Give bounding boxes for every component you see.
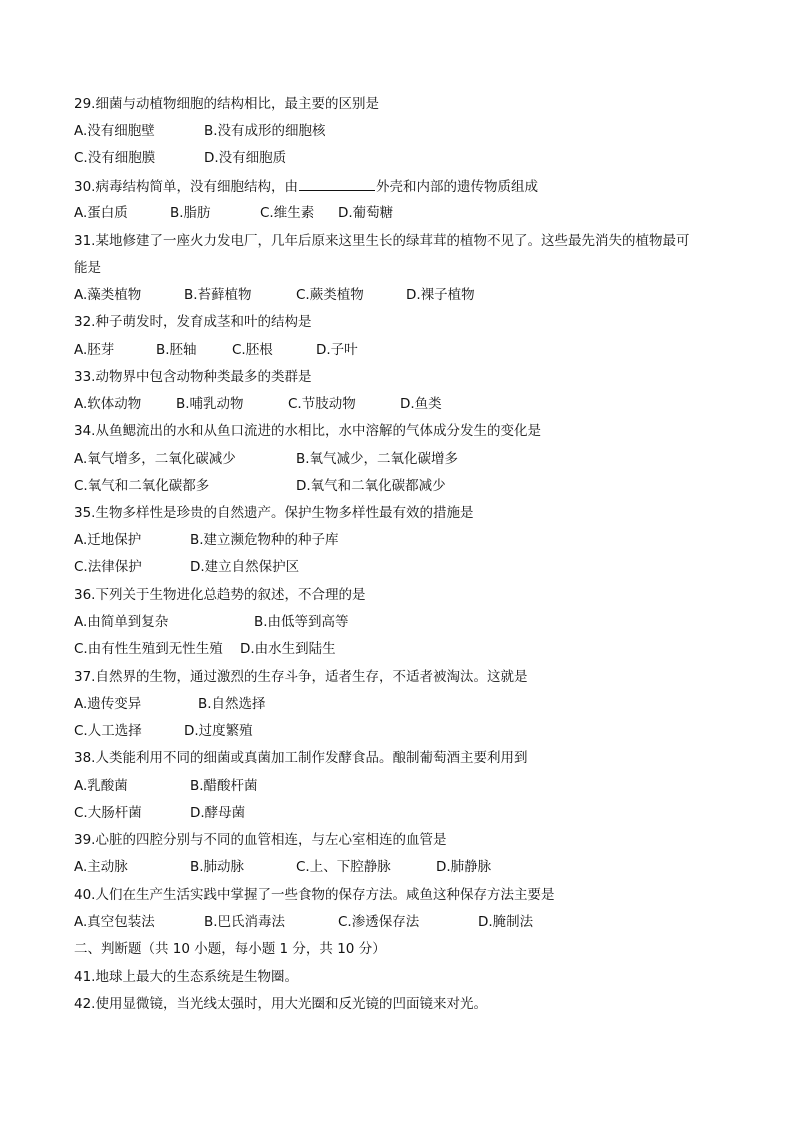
question-stem-cont: 能是 <box>74 260 101 276</box>
question-stem: 38.人类能利用不同的细菌或真菌加工制作发酵食品。酿制葡萄酒主要利用到 <box>74 750 528 766</box>
option-row <box>74 639 734 659</box>
option-b: B.脂肪 <box>170 205 211 221</box>
option-d: D.腌制法 <box>478 914 534 930</box>
option-d: D.肺静脉 <box>436 859 492 875</box>
option-a: A.真空包装法 <box>74 914 155 930</box>
option-b: B.哺乳动物 <box>176 396 244 412</box>
option-row <box>74 530 734 550</box>
answer-blank <box>299 176 375 191</box>
option-a: A.迁地保护 <box>74 532 142 548</box>
option-c: C.氧气和二氧化碳都多 <box>74 478 210 494</box>
option-row <box>74 340 734 360</box>
option-row <box>74 857 734 877</box>
option-row <box>74 776 734 796</box>
option-a: A.主动脉 <box>74 859 128 875</box>
option-a: A.藻类植物 <box>74 287 142 303</box>
option-b: B.没有成形的细胞核 <box>204 123 326 139</box>
option-a: A.没有细胞壁 <box>74 123 155 139</box>
option-a: A.由简单到复杂 <box>74 614 169 630</box>
question-stem-before: 30.病毒结构简单，没有细胞结构，由 <box>74 179 298 195</box>
option-d: D.由水生到陆生 <box>240 641 336 657</box>
option-d: D.裸子植物 <box>406 287 475 303</box>
option-d: D.建立自然保护区 <box>190 559 300 575</box>
option-a: A.蛋白质 <box>74 205 128 221</box>
option-c: C.蕨类植物 <box>296 287 364 303</box>
option-d: D.氧气和二氧化碳都减少 <box>296 478 446 494</box>
option-row <box>74 394 734 414</box>
option-row <box>74 694 734 714</box>
option-row <box>74 557 734 577</box>
option-d: D.葡萄糖 <box>338 205 394 221</box>
option-row <box>74 121 734 141</box>
option-c: C.法律保护 <box>74 559 142 575</box>
option-a: A.乳酸菌 <box>74 778 128 794</box>
option-c: C.胚根 <box>232 342 273 358</box>
option-b: B.氧气减少，二氧化碳增多 <box>296 451 459 467</box>
option-a: A.氧气增多，二氧化碳减少 <box>74 451 236 467</box>
judgment-item: 41.地球上最大的生态系统是生物圈。 <box>74 969 298 985</box>
question-stem: 33.动物界中包含动物种类最多的类群是 <box>74 369 312 385</box>
option-a: A.软体动物 <box>74 396 142 412</box>
option-c: C.由有性生殖到无性生殖 <box>74 641 223 657</box>
option-a: A.遗传变异 <box>74 696 142 712</box>
option-c: C.节肢动物 <box>288 396 356 412</box>
option-row <box>74 612 734 632</box>
question-stem: 31.某地修建了一座火力发电厂，几年后原来这里生长的绿茸茸的植物不见了。这些最先消失的植物最可 <box>74 233 690 249</box>
option-c: C.大肠杆菌 <box>74 805 142 821</box>
option-row <box>74 912 734 932</box>
option-row <box>74 449 734 469</box>
option-b: B.苔藓植物 <box>184 287 252 303</box>
option-d: D.没有细胞质 <box>204 150 287 166</box>
option-b: B.肺动脉 <box>190 859 245 875</box>
option-c: C.上、下腔静脉 <box>296 859 391 875</box>
option-b: B.胚轴 <box>156 342 197 358</box>
option-row <box>74 476 734 496</box>
judgment-item: 42.使用显微镜，当光线太强时，用大光圈和反光镜的凹面镜来对光。 <box>74 996 487 1012</box>
option-b: B.巴氏消毒法 <box>204 914 286 930</box>
option-b: B.自然选择 <box>198 696 266 712</box>
section-heading: 二、判断题（共 10 小题，每小题 1 分，共 10 分） <box>74 941 386 957</box>
question-stem: 36.下列关于生物进化总趋势的叙述，不合理的是 <box>74 587 366 603</box>
option-row <box>74 721 734 741</box>
question-stem: 39.心脏的四腔分别与不同的血管相连，与左心室相连的血管是 <box>74 832 447 848</box>
option-row <box>74 803 734 823</box>
option-row <box>74 148 734 168</box>
option-b: B.建立濒危物种的种子库 <box>190 532 339 548</box>
option-c: C.渗透保存法 <box>338 914 420 930</box>
question-stem: 37.自然界的生物，通过激烈的生存斗争，适者生存，不适者被淘汰。这就是 <box>74 669 528 685</box>
question-stem: 29.细菌与动植物细胞的结构相比，最主要的区别是 <box>74 96 379 112</box>
question-stem <box>74 176 734 196</box>
option-b: B.由低等到高等 <box>254 614 349 630</box>
question-stem-after: 外壳和内部的遗传物质组成 <box>375 179 538 195</box>
question-stem: 40.人们在生产生活实践中掌握了一些食物的保存方法。咸鱼这种保存方法主要是 <box>74 887 555 903</box>
option-b: B.醋酸杆菌 <box>190 778 258 794</box>
option-c: C.没有细胞膜 <box>74 150 156 166</box>
option-c: C.维生素 <box>260 205 315 221</box>
option-row <box>74 285 734 305</box>
option-a: A.胚芽 <box>74 342 115 358</box>
option-d: D.鱼类 <box>400 396 442 412</box>
question-stem: 32.种子萌发时，发育成茎和叶的结构是 <box>74 314 312 330</box>
option-d: D.酵母菌 <box>190 805 246 821</box>
option-d: D.子叶 <box>316 342 358 358</box>
option-d: D.过度繁殖 <box>184 723 253 739</box>
question-stem: 34.从鱼鳃流出的水和从鱼口流进的水相比，水中溶解的气体成分发生的变化是 <box>74 423 541 439</box>
question-stem: 35.生物多样性是珍贵的自然遗产。保护生物多样性最有效的措施是 <box>74 505 474 521</box>
option-c: C.人工选择 <box>74 723 142 739</box>
option-row <box>74 203 734 223</box>
